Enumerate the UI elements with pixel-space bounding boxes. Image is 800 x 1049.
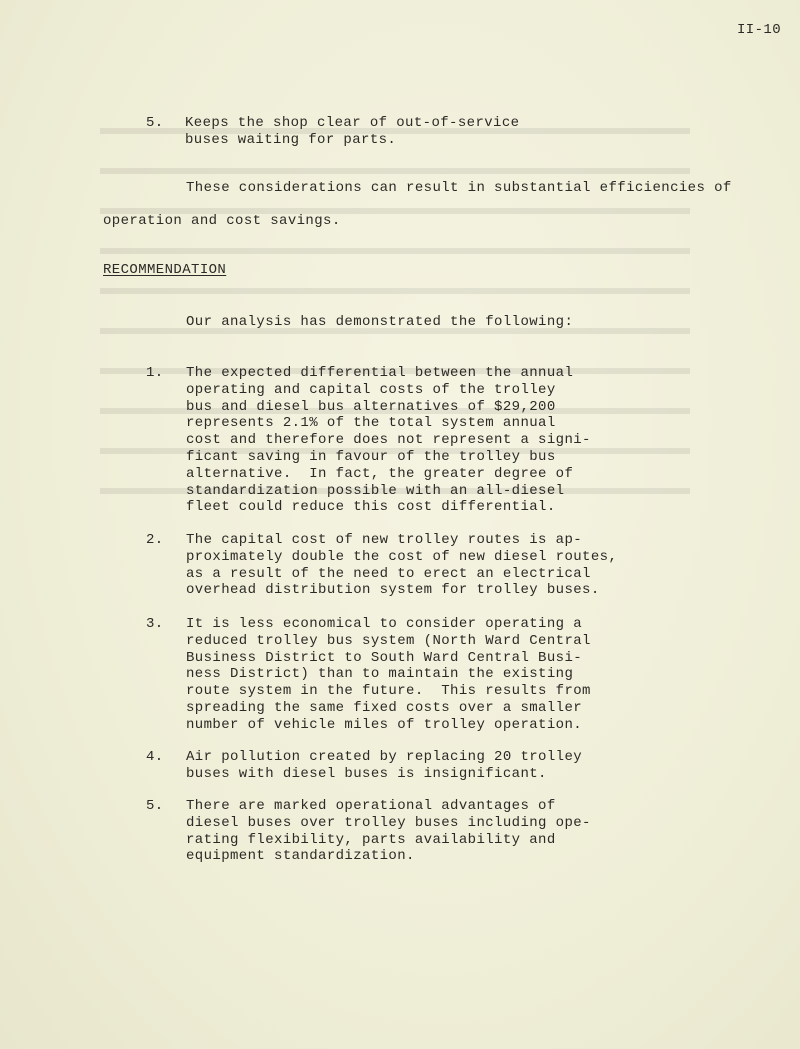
item-number: 4. — [146, 749, 164, 765]
page-number: II-10 — [737, 22, 782, 38]
item-number: 3. — [146, 616, 164, 632]
considerations-line-2: operation and cost savings. — [103, 213, 341, 229]
section-heading: RECOMMENDATION — [103, 262, 227, 278]
item-text: The expected differential between the annual operating and capital costs of the trolley bus and diesel bus alternatives of $29,200 represents 2.1% of the total system annual cost and therefore does not represent a signi- ficant saving in favour of the trolley bus alternative. In fact, the greater degree of standardization possible with an all-diesel fleet could reduce this cost differential. — [186, 365, 591, 516]
item-number: 2. — [146, 532, 164, 548]
item-text: Air pollution created by replacing 20 trolley buses with diesel buses is insignificant. — [186, 749, 583, 782]
item-number: 5. — [146, 798, 164, 814]
item-text: It is less economical to consider operating a reduced trolley bus system (North Ward Central Business District to South Ward Central Busi- ness District) than to maintain the existing route system in the future. This results from spreading the same fixed costs over a smaller number of vehicle miles of trolley operation. — [186, 616, 591, 733]
item-text: There are marked operational advantages of diesel buses over trolley buses including ope- rating flexibility, parts availability and equipment standardization. — [186, 798, 591, 865]
analysis-intro: Our analysis has demonstrated the following: — [186, 314, 574, 330]
item-text: Keeps the shop clear of out-of-service buses waiting for parts. — [185, 115, 520, 148]
item-text: The capital cost of new trolley routes is ap- proximately double the cost of new diesel routes, as a result of the need to erect an electrical overhead distribution system for trolley buses. — [186, 532, 618, 599]
considerations-line-1: These considerations can result in substantial efficiencies of — [186, 180, 732, 196]
item-number: 1. — [146, 365, 164, 381]
item-number: 5. — [146, 115, 164, 131]
